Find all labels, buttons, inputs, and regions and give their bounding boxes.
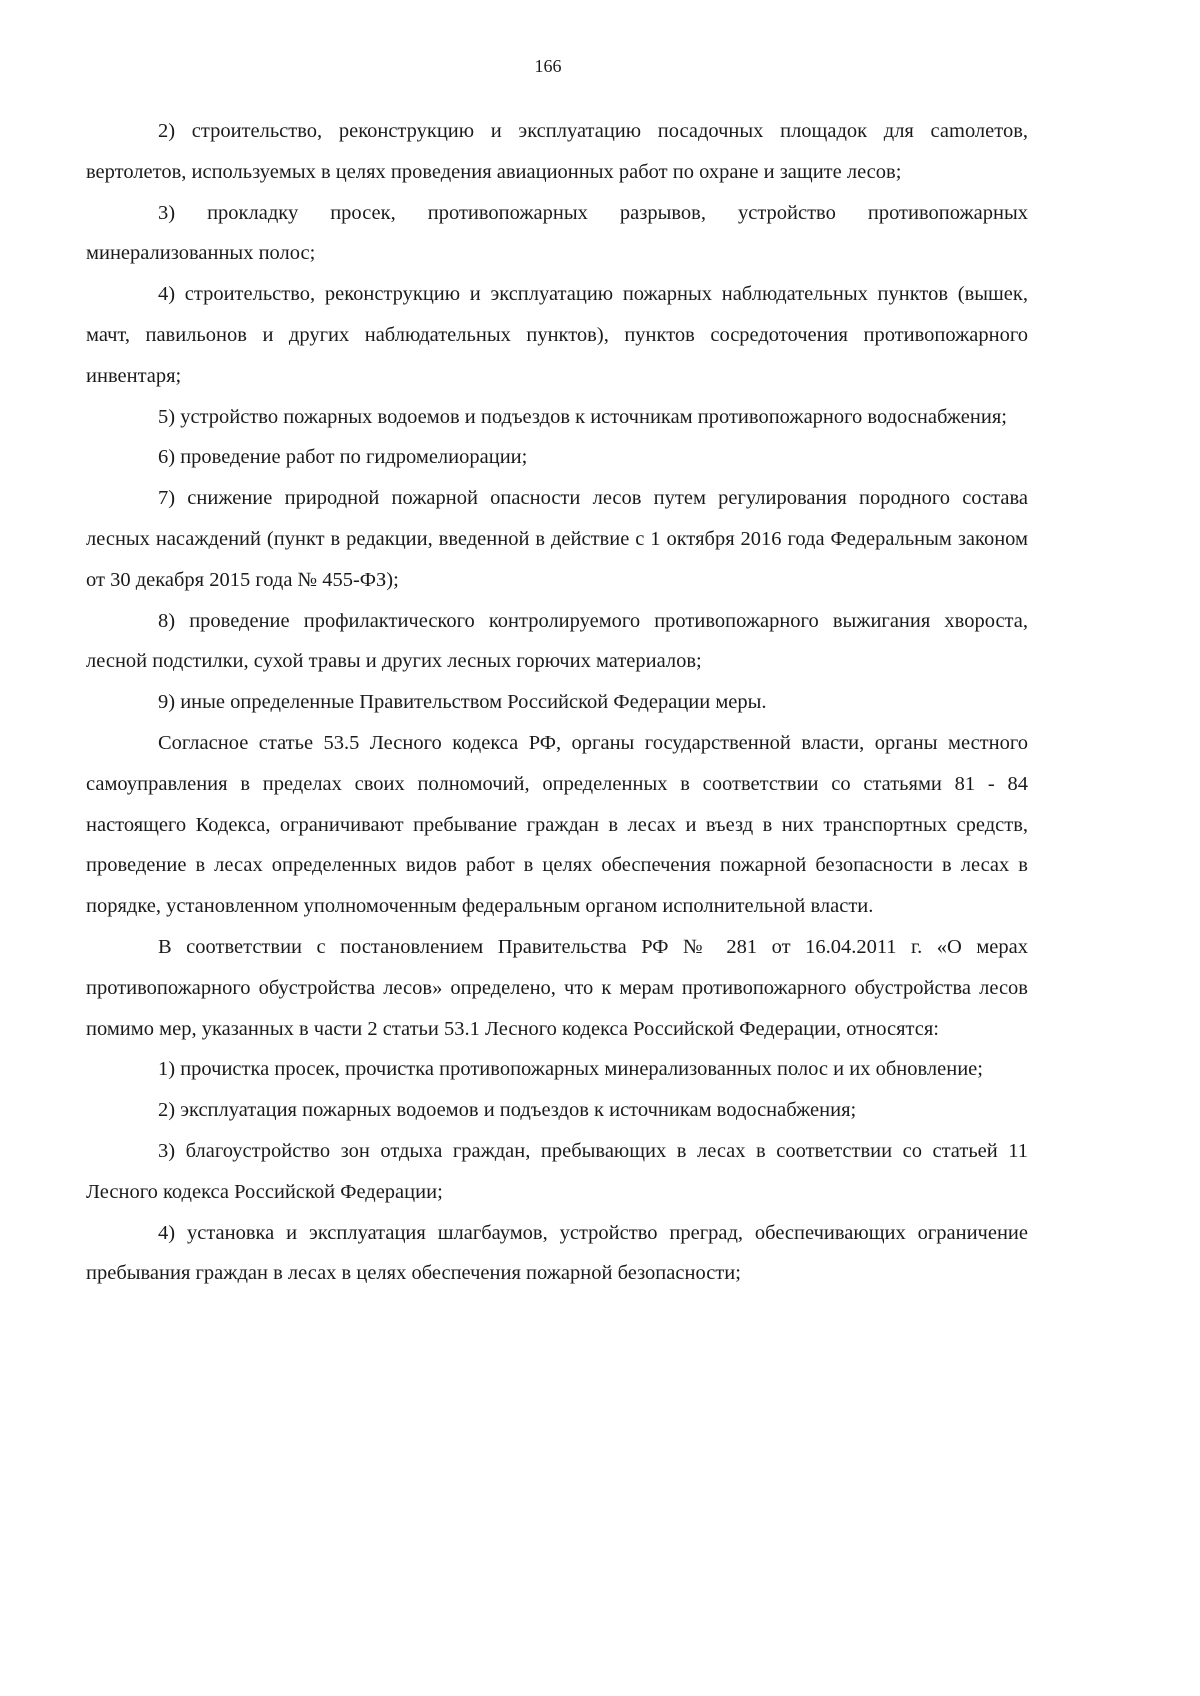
document-body bbox=[86, 111, 1028, 1294]
paragraph-item-9: 9) иные определенные Правительством Российской Федерации меры. bbox=[158, 691, 767, 714]
paragraph-resolution-281: В соответствии с постановлением Правительства РФ № 281 от 16.04.2011 г. «О мерах противопожарного обустройства лесов» определено, что к мерам противопожарного обустройства лесов помимо мер, указанных в части 2 статьи 53.1 Лесного кодекса Российской Федерации, относятся: bbox=[86, 935, 1028, 1040]
page-number: 166 bbox=[534, 56, 562, 76]
paragraph-item-6: 6) проведение работ по гидромелиорации; bbox=[158, 446, 528, 469]
paragraph-measure-1: 1) прочистка просек, прочистка противопожарных минерализованных полос и их обновление; bbox=[158, 1058, 983, 1081]
paragraph-item-7: 7) снижение природной пожарной опасности лесов путем регулирования породного состава лесных насаждений (пункт в редакции, введенной в действие с 1 октября 2016 года Федеральным законом от 30 декабря 2015 года № 455-ФЗ); bbox=[86, 487, 1028, 591]
paragraph-measure-3: 3) благоустройство зон отдыха граждан, пребывающих в лесах в соответствии со статьей 11 Лесного кодекса Российской Федерации; bbox=[86, 1139, 1028, 1203]
paragraph-item-4: 4) строительство, реконструкцию и эксплуатацию пожарных наблюдательных пунктов (вышек, мачт, павильонов и других наблюдательных пунктов), пунктов сосредоточения противопожарного инвентаря; bbox=[86, 283, 1028, 387]
paragraph-item-5: 5) устройство пожарных водоемов и подъездов к источникам противопожарного водоснабжения; bbox=[158, 405, 1007, 428]
paragraph-item-2: 2) строительство, реконструкцию и эксплуатацию посадочных площадок для саmолетов, вертолетов, используемых в целях проведения авиационных работ по охране и защите лесов; bbox=[86, 120, 1028, 183]
paragraph-article-53-5: Согласное статье 53.5 Лесного кодекса РФ, органы государственной власти, органы местного самоуправления в пределах своих полномочий, определенных в соответствии со статьями 81 - 84 настоящего Кодекса, ограничивают пребывание граждан в лесах и въезд в них транспортных средств, проведение в лесах определенных видов работ в целях обеспечения пожарной безопасности в лесах в порядке, установленном уполномоченным федеральным органом исполнительной власти. bbox=[86, 731, 1028, 918]
paragraph-item-8: 8) проведение профилактического контролируемого противопожарного выжигания хвороста, лесной подстилки, сухой травы и других лесных горючих материалов; bbox=[86, 609, 1028, 673]
paragraph-measure-4: 4) установка и эксплуатация шлагбаумов, устройство преград, обеспечивающих ограничение пребывания граждан в лесах в целях обеспечения пожарной безопасности; bbox=[86, 1221, 1028, 1285]
paragraph-item-3: 3) прокладку просек, противопожарных разрывов, устройство противопожарных минерализованных полос; bbox=[86, 201, 1028, 265]
paragraph-measure-2: 2) эксплуатация пожарных водоемов и подъездов к источникам водоснабжения; bbox=[158, 1099, 857, 1122]
